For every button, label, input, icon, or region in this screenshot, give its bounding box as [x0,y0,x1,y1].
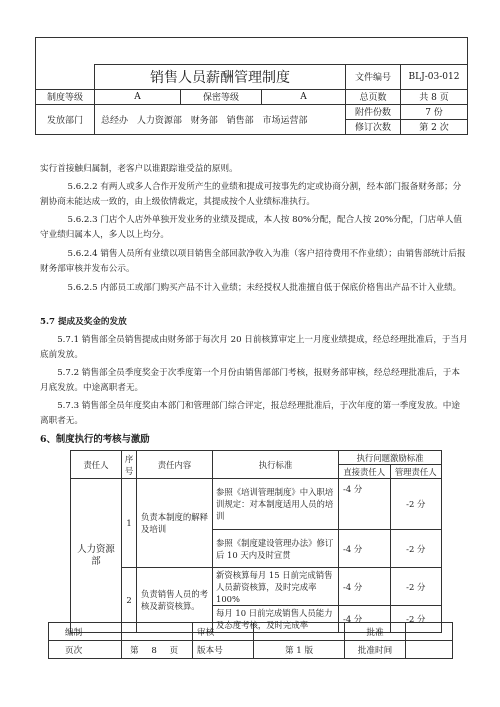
para-5-7-2: 5.7.2 销售部全员季度奖金于次季度第一个月份由销售部部门考核，报财务部审核，经总经理批准后，于本月底发放。中途离职者无。 [40,368,460,393]
responsibility-table [70,450,442,633]
edit-value [122,623,193,641]
manage-2b: -2 分 [390,606,442,633]
col-incentive-header: 执行问题激励标准 [339,451,442,465]
page-value: 第 8 页 [122,641,193,659]
direct-2b: -4 分 [339,606,391,633]
manage-1a: -2 分 [390,479,442,530]
level-label: 制度等级 [36,89,95,104]
person-cell: 人力资源部 [71,479,122,633]
version-value: 第 1 版 [254,641,345,659]
revision-value: 第 2 次 [401,119,468,134]
para-0: 实行首接触归属制，老客户以谁跟踪谁受益的原则。 [40,164,238,174]
section-5-7-heading: 5.7 提成及奖金的发放 [40,317,127,327]
standard-1a: 参照《培训管理制度》中入职培训规定：对本制度适用人员的培训 [213,479,339,530]
total-pages-value: 共 8 页 [401,89,468,104]
col-person-header: 责任人 [71,451,122,479]
section-6-heading: 6、制度执行的考核与激励 [40,434,150,445]
para-5-7-3: 5.7.3 销售部全员年度奖由本部门和管理部门综合评定，报总经理批准后，于次年度的第一季度发放。中途离职者无。 [40,401,460,426]
copies-value: 7 份 [401,104,468,119]
dept-list: 总经办 人力资源部 财务部 销售部 市场运营部 [95,104,346,134]
standard-2b: 每月 10 日前完成销售人员能力及态度考核，及时完成率 [213,606,339,633]
para-5-7-1: 5.7.1 销售部全员销售提成由财务部于每次月 20 日前核算审定上一月度业绩提成，经总经理批准后，于当月底前发放。 [40,335,468,360]
manage-2a: -2 分 [390,568,442,606]
approve-time-value [406,641,453,659]
direct-2a: -4 分 [339,568,391,606]
review-label: 审核 [193,623,254,641]
para-5-6-2-5: 5.6.2.5 内部员工或部门购买产品不计入业绩；未经授权人批准擅自低于保底价格售出产品不计入业绩。 [67,283,462,293]
para-5-6-2-4: 5.6.2.4 销售人员所有业绩以项目销售全部回款净收入为准（客户招待费用不作业绩）；由销售部统计后报财务部审核并发布公示。 [40,249,466,274]
level-value: A [95,89,181,104]
version-label: 版本号 [193,641,254,659]
col-standard-header: 执行标准 [213,451,339,479]
approve-value [406,623,453,641]
standard-1b: 参照《制度建设管理办法》修订后 10 天内及时宣贯 [213,530,339,568]
doc-title: 销售人员薪酬管理制度 [95,65,346,90]
page-label: 页次 [49,641,122,659]
para-5-6-2-2: 5.6.2.2 有两人或多人合作开发所产生的业绩和提成可按事先约定或协商分割，经本部门报备财务部；分割协商未能达成一致的，由上级依情裁定，其提成按个人业绩标准执行。 [40,182,462,207]
edit-label: 编制 [49,623,122,641]
direct-1a: -4 分 [339,479,391,530]
approve-time-label: 批准时间 [345,641,406,659]
header-logo-cell [36,65,95,90]
col-direct-header: 直接责任人 [339,465,391,479]
standard-2a: 新资核算每月 15 日前完成销售人员薪资核算，及时完成率 100% [213,568,339,606]
approve-label: 批准 [345,623,406,641]
secrecy-label: 保密等级 [181,89,262,104]
seq-1: 1 [122,479,137,568]
seq-2: 2 [122,568,137,633]
dept-label: 发放部门 [36,104,95,134]
file-no-label: 文件编号 [346,65,401,90]
header-top-blank [36,38,468,65]
para-5-6-2-3: 5.6.2.3 门店个人店外单独开发业务的业绩及提成，本人按 80%分配，配合人按 20%分配，门店单人值守业绩归属本人，多人以上均分。 [40,215,462,240]
total-pages-label: 总页数 [346,89,401,104]
review-value [254,623,345,641]
file-no-value: BLJ-03-012 [401,65,468,90]
copies-label: 附件份数 [346,104,401,119]
col-seq-header: 序号 [122,451,137,479]
direct-1b: -4 分 [339,530,391,568]
content-1: 负责本制度的解释及培训 [137,479,213,568]
secrecy-value: A [262,89,346,104]
doc-footer-table [48,622,453,659]
doc-header-table [35,37,468,135]
revision-label: 修订次数 [346,119,401,134]
manage-1b: -2 分 [390,530,442,568]
col-manage-header: 管理责任人 [390,465,442,479]
col-content-header: 责任内容 [137,451,213,479]
content-2: 负责销售人员的考核及薪资核算。 [137,568,213,633]
